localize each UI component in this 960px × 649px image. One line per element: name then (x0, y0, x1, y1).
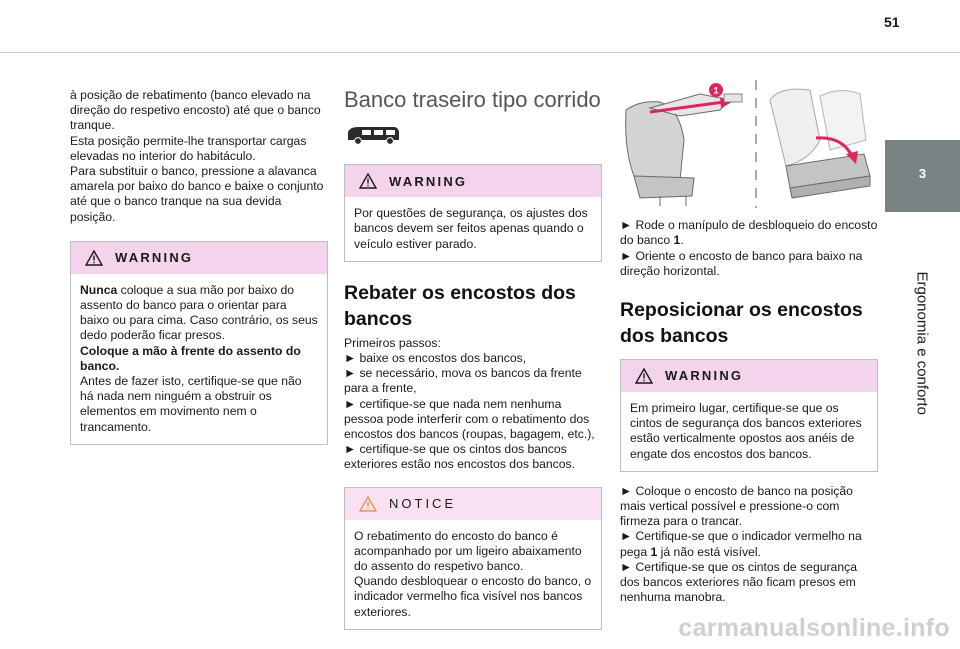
chapter-number: 3 (918, 166, 927, 181)
warning-text: Antes de fazer isto, certifique-se que não há nada nem ninguém a obstruir os elementos em movimento nem o trancamento. (80, 374, 302, 434)
seat-folding-illustration (620, 80, 878, 208)
warning-bold: Nunca (80, 282, 118, 297)
notice-label: NOTICE (389, 496, 457, 512)
instruction-line: ► Rode o manípulo de desbloqueio do encosto do banco (620, 218, 878, 248)
intro-paragraph: Esta posição permite-lhe transportar cargas elevadas no interior do habitáculo. (70, 133, 307, 163)
warning-triangle-icon (85, 250, 103, 266)
instruction-line: ► certifique-se que nada nem nenhuma pessoa pode interferir com o rebatimento dos encostos dos bancos (roupas, bagagem, etc.), (344, 396, 595, 442)
header-divider (0, 52, 960, 53)
notice-triangle-icon (359, 496, 377, 512)
warning-label: WARNING (665, 368, 744, 384)
instruction-line: ► baixe os encostos dos bancos, (344, 351, 527, 366)
section-title: Banco traseiro tipo corrido (344, 87, 601, 112)
notice-text: Quando desbloquear o encosto do banco, o indicador vermelho fica visível nos bancos exteriores. (354, 574, 592, 619)
instruction-line: ► Certifique-se que os cintos de segurança dos bancos exteriores não ficam presos em nenhuma manobra. (620, 559, 857, 605)
warning-header (345, 165, 601, 197)
notice-box (344, 487, 602, 630)
chapter-title: Ergonomia e conforto (913, 271, 931, 415)
instruction-line: já não está visível. (657, 544, 761, 559)
notice-text: O rebatimento do encosto do banco é acompanhado por um ligeiro abaixamento do assento do respetivo banco. (354, 528, 582, 574)
section-heading: Rebater os encostos dos bancos (344, 281, 576, 330)
warning-box (344, 164, 602, 262)
notice-header (345, 488, 601, 520)
page-number: 51 (884, 14, 900, 30)
instruction-line: ► Oriente o encosto de banco para baixo na direção horizontal. (620, 248, 863, 278)
instruction-bold: 1 (673, 233, 681, 248)
notice-body (345, 520, 601, 629)
column-1 (70, 88, 328, 445)
warning-body (71, 274, 327, 444)
warning-body (621, 392, 877, 471)
column-3 (620, 80, 878, 605)
instruction-line: ► se necessário, mova os bancos da frente para a frente, (344, 366, 582, 396)
warning-header (621, 360, 877, 392)
warning-triangle-icon (635, 368, 653, 384)
column-2 (344, 80, 602, 630)
warning-box (70, 241, 328, 445)
warning-triangle-icon (359, 173, 377, 189)
instruction-line: ► Coloque o encosto de banco na posição mais vertical possível e pressione-o com firmeza para o trancar. (620, 483, 853, 529)
chapter-tab[interactable] (885, 140, 960, 212)
instruction-line: . (680, 233, 684, 248)
warning-bold: Coloque a mão à frente do assento do banco. (80, 343, 301, 373)
warning-text: coloque a sua mão por baixo do assento do banco para o orientar para baixo ou para cima. Caso contrário, os seus dedo poderão ficar presos. (80, 282, 318, 343)
warning-label: WARNING (389, 173, 468, 189)
intro-paragraph: Para substituir o banco, pressione a alavanca amarela por baixo do banco e baixe o conjunto até que o banco tranque na sua devida posição. (70, 164, 324, 224)
warning-box (620, 359, 878, 472)
instruction-line: ► Certifique-se que o indicador vermelho na pega (620, 529, 862, 559)
warning-header (71, 242, 327, 274)
instruction-line: Primeiros passos: (344, 335, 441, 350)
watermark: carmanualsonline.info (678, 614, 950, 642)
figure-callout: 1 (713, 85, 719, 96)
warning-body (345, 197, 601, 261)
warning-text: Por questões de segurança, os ajustes dos bancos devem ser feitos apenas quando o veículo estiver parado. (354, 206, 588, 251)
instruction-line: ► certifique-se que os cintos dos bancos exteriores estão nos encostos dos bancos. (344, 442, 576, 472)
warning-label: WARNING (115, 250, 194, 266)
section-heading: Reposicionar os encostos dos bancos (620, 299, 863, 348)
instruction-bold: 1 (650, 544, 658, 559)
intro-paragraph: à posição de rebatimento (banco elevado na direção do respetivo encosto) até que o banco tranque. (70, 88, 321, 133)
warning-text: Em primeiro lugar, certifique-se que os cintos de segurança dos bancos exteriores estão verticalmente opostos aos anéis de engate dos encostos dos bancos. (630, 401, 862, 461)
van-icon (344, 124, 402, 146)
